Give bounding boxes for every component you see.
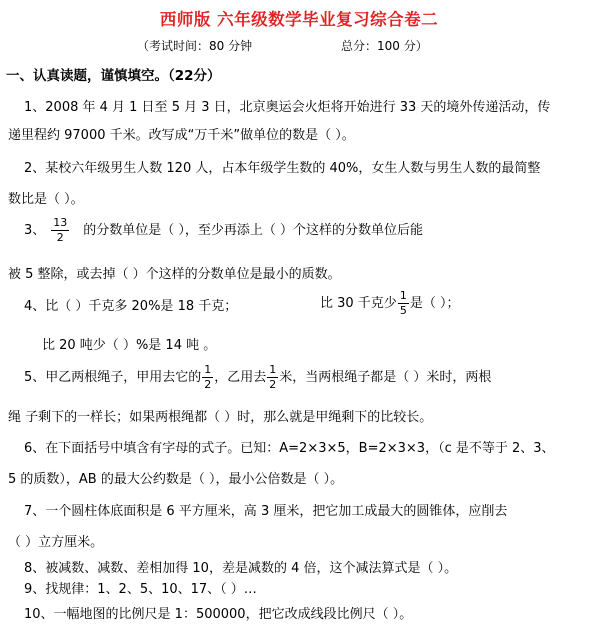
fraction-numerator: 1: [399, 289, 407, 302]
section-heading: 一、认真读题，谨慎填空。（22分）: [6, 68, 221, 84]
question-4-part-2-prefix: 比 30 千克少: [320, 296, 397, 311]
question-4-line-2: 比 20 吨少（ ）%是 14 吨 。: [42, 338, 217, 353]
fraction-numerator: 13: [53, 216, 68, 229]
question-9: 9、找规律：1、2、5、10、17、（ ）…: [24, 582, 257, 597]
fraction: [202, 364, 213, 391]
question-5-part-a: 5、甲乙两根绳子，甲用去它的: [24, 370, 202, 385]
total-score: 总分：100 分）: [341, 39, 428, 53]
question-8: 8、被减数、减数、差相加得 10，差是减数的 4 倍，这个减法算式是（ ）。: [24, 561, 458, 576]
question-1-line-2: 递里程约 97000 千米。改写成“万千米”做单位的数是（ ）。: [8, 128, 355, 143]
question-10: 10、一幅地图的比例尺是 1：500000，把它改成线段比例尺（ ）。: [24, 607, 413, 622]
question-1-line-1: 1、2008 年 4 月 1 日至 5 月 3 日，北京奥运会火炬将开始进行 33 天的境外传递活动，传: [24, 100, 551, 115]
fraction-denominator: 2: [56, 231, 64, 244]
fraction: [267, 364, 278, 391]
question-4-part-2-rest: 是（ ）；: [409, 296, 460, 311]
fraction-denominator: 5: [399, 304, 407, 317]
question-6-line-1: 6、在下面括号中填含有字母的式子。已知：A=2×3×5，B=2×3×3，（c 是不等于 2、3、: [24, 441, 555, 456]
question-3-line-1: [24, 217, 423, 244]
question-5-line-1: [24, 364, 491, 391]
question-2-line-1: 2、某校六年级男生人数 120 人，占本年级学生数的 40%，女生人数与男生人数的最简整: [24, 161, 541, 176]
question-7-line-1: 7、一个圆柱体底面积是 6 平方厘米，高 3 厘米，把它加工成最大的圆锥体，应削去: [24, 504, 508, 519]
exam-time: （考试时间：80 分钟: [137, 39, 253, 53]
question-6-line-2: 5 的质数），AB 的最大公约数是（ ），最小公倍数是（ ）。: [8, 472, 344, 487]
fraction-denominator: 2: [204, 378, 212, 391]
question-3-prefix: 3、: [24, 223, 46, 238]
question-3-rest: 的分数单位是（ ），至少再添上（ ）个这样的分数单位后能: [83, 223, 424, 238]
question-4-part-2: [320, 290, 459, 317]
fraction: [398, 290, 409, 317]
fraction-numerator: 1: [269, 363, 277, 376]
question-4-part-1: 4、比（ ）千克多 20%是 18 千克；: [24, 299, 238, 314]
fraction-denominator: 2: [269, 378, 277, 391]
fraction-numerator: 1: [204, 363, 212, 376]
question-5-part-c: 米，当两根绳子都是（ ）米时，两根: [279, 370, 492, 385]
page-title: 西师版 六年级数学毕业复习综合卷二: [159, 10, 439, 29]
question-5-part-b: ，乙用去: [214, 370, 267, 385]
question-5-line-2: 绳 子剩下的一样长；如果两根绳都（ ）时，那么就是甲绳剩下的比较长。: [8, 410, 433, 425]
question-2-line-2: 数比是（ ）。: [8, 192, 84, 207]
question-7-line-2: （ ）立方厘米。: [8, 535, 104, 550]
question-3-line-2: 被 5 整除，或去掉（ ）个这样的分数单位是最小的质数。: [8, 267, 341, 282]
fraction: [51, 217, 69, 244]
